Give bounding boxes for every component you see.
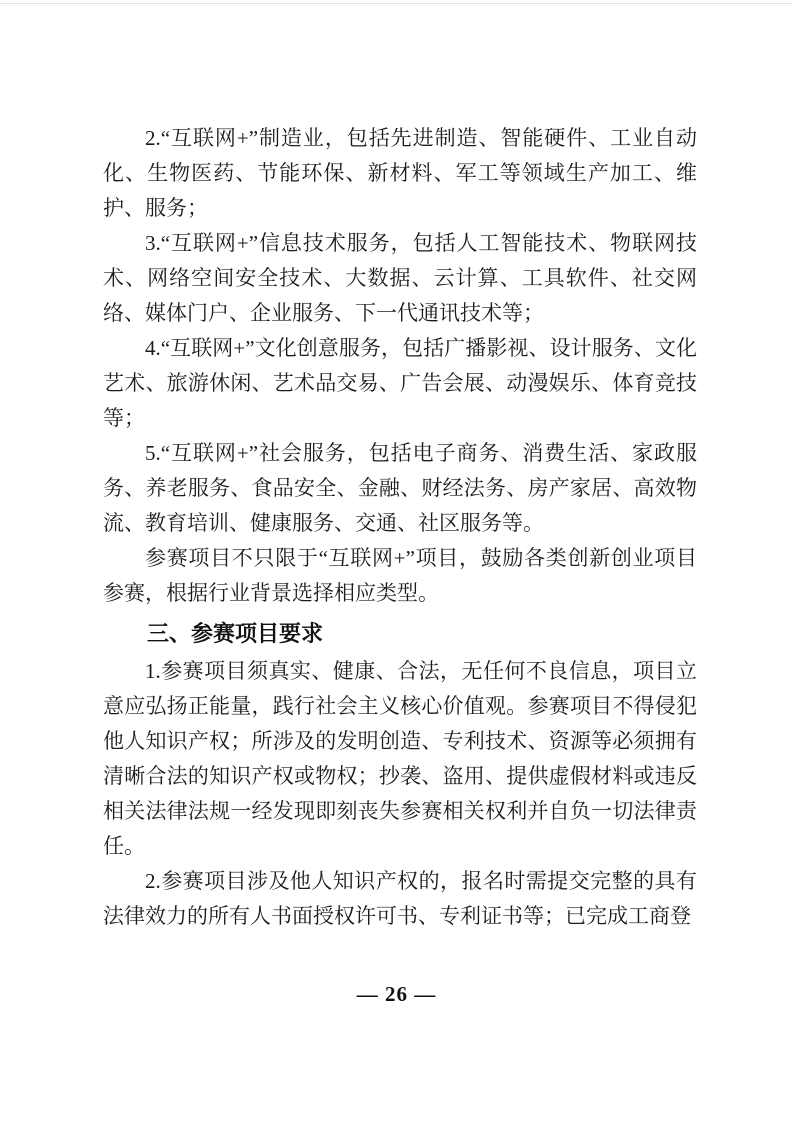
paragraph-requirement-2: 2.参赛项目涉及他人知识产权的，报名时需提交完整的具有法律效力的所有人书面授权许可书、专利证书等；已完成工商登	[103, 869, 697, 928]
scan-edge-line	[0, 3, 793, 4]
page-number: — 26 —	[356, 982, 437, 1006]
section-heading-project-requirements: 三、参赛项目要求	[147, 621, 324, 646]
paragraph-internet-plus-cultural-creative: 4.“互联网+”文化创意服务，包括广播影视、设计服务、文化艺术、旅游休闲、艺术品交易、广告会展、动漫娱乐、体育竞技等；	[103, 336, 697, 430]
paragraph-scope-note: 参赛项目不只限于“互联网+”项目，鼓励各类创新创业项目参赛，根据行业背景选择相应类型。	[103, 546, 697, 605]
paragraph-requirement-1: 1.参赛项目须真实、健康、合法，无任何不良信息，项目立意应弘扬正能量，践行社会主义核心价值观。参赛项目不得侵犯他人知识产权；所涉及的发明创造、专利技术、资源等必须拥有清晰合法的知识产权或物权；抄袭、盗用、提供虚假材料或违反相关法律法规一经发现即刻丧失参赛相关权利并自负一切法律责任。	[103, 659, 697, 858]
document-body	[103, 121, 697, 934]
paragraph-internet-plus-manufacturing: 2.“互联网+”制造业，包括先进制造、智能硬件、工业自动化、生物医药、节能环保、新材料、军工等领域生产加工、维护、服务；	[103, 126, 697, 220]
paragraph-internet-plus-it-services: 3.“互联网+”信息技术服务，包括人工智能技术、物联网技术、网络空间安全技术、大数据、云计算、工具软件、社交网络、媒体门户、企业服务、下一代通讯技术等；	[103, 231, 697, 325]
paragraph-internet-plus-social-services: 5.“互联网+”社会服务，包括电子商务、消费生活、家政服务、养老服务、食品安全、金融、财经法务、房产家居、高效物流、教育培训、健康服务、交通、社区服务等。	[103, 441, 697, 535]
